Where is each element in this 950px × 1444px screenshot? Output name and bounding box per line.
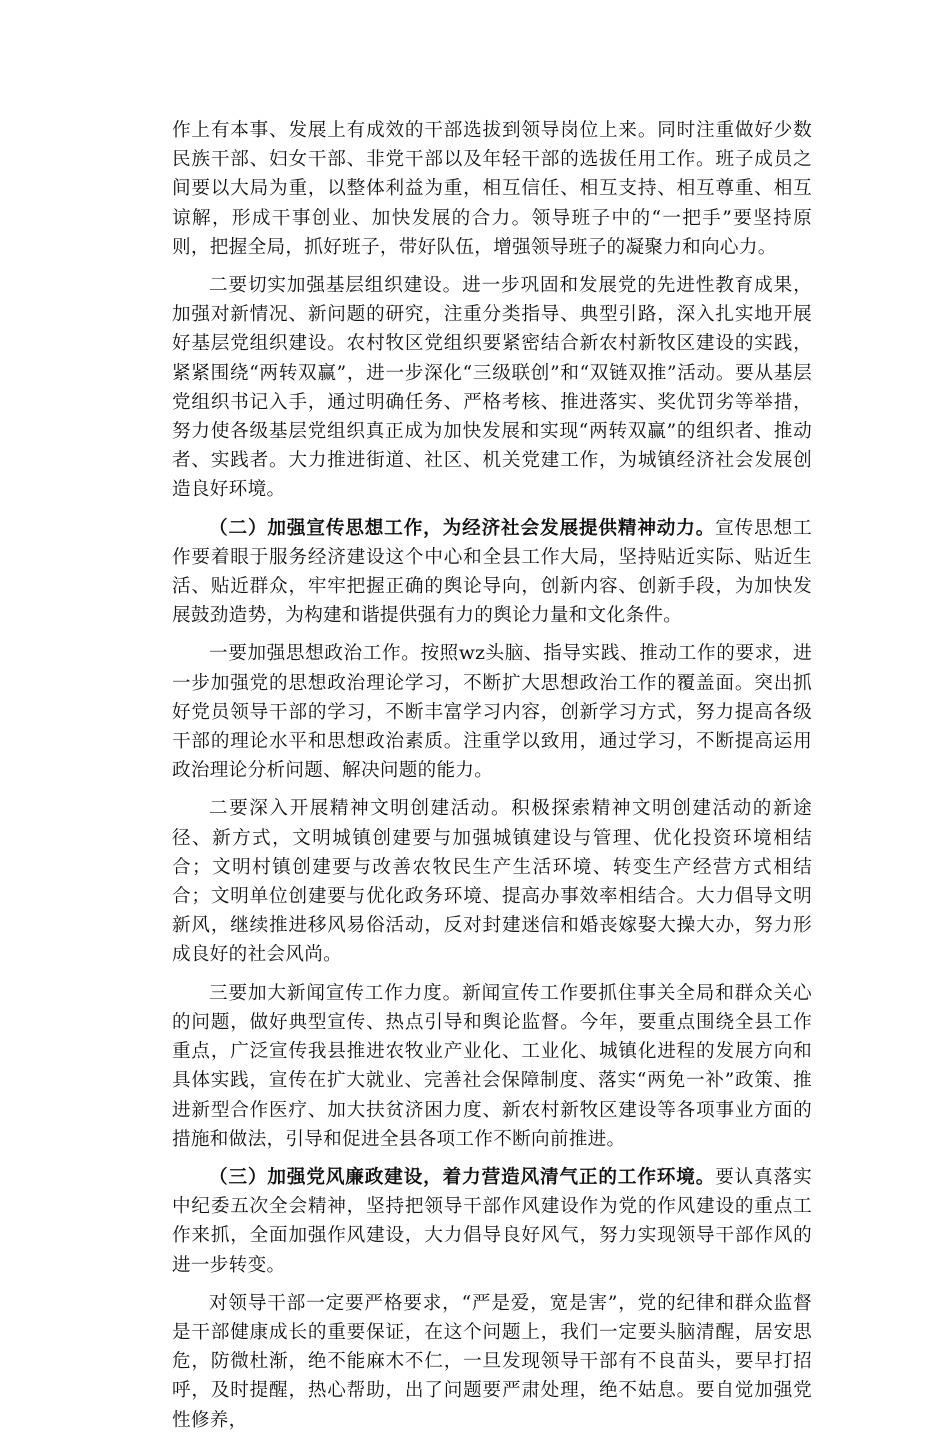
paragraph-ideological-work: 一要加强思想政治工作。按照wz头脑、指导实践、推动工作的要求，进一步加强党的思想政治理论学习，不断扩大思想政治工作的覆盖面。突出抓好党员领导干部的学习，不断丰富学习内容，创新学习方式，努力提高各级干部的理论水平和思想政治素质。注重学以致用，通过学习，不断提高运用政治理论分析问题、解决问题的能力。: [172, 643, 812, 782]
paragraph-strict-requirements: 对领导干部一定要严格要求，“严是爱，宽是害”，党的纪律和群众监督是干部健康成长的重要保证，在这个问题上，我们一定要头脑清醒，居安思危，防微杜渐，绝不能麻木不仁，一旦发现领导干部有不良苗头，要早打招呼，及时提醒，热心帮助，出了问题要严肃处理，绝不姑息。要自觉加强党性修养，: [172, 1292, 812, 1431]
paragraph-spiritual-civilization: 二要深入开展精神文明创建活动。积极探索精神文明创建活动的新途径、新方式，文明城镇创建要与加强城镇建设与管理、优化投资环境相结合；文明村镇创建要与改善农牧民生产生活环境、转变生产经营方式相结合；文明单位创建要与优化政务环境、提高办事效率相结合。大力倡导文明新风，继续推进移风易俗活动，反对封建迷信和婚丧嫁娶大操大办，努力形成良好的社会风尚。: [172, 798, 812, 966]
section-heading-propaganda: （二）加强宣传思想工作，为经济社会发展提供精神动力。: [209, 517, 716, 539]
section-body-integrity: 要认真落实中纪委五次全会精神，坚持把领导干部作风建设作为党的作风建设的重点工作来抓，全面加强作风建设，大力倡导良好风气，努力实现领导干部作风的进一步转变。: [172, 1166, 812, 1276]
paragraph-integrity-section: [172, 1163, 812, 1280]
paragraph-grassroots-organization: 二要切实加强基层组织建设。进一步巩固和发展党的先进性教育成果，加强对新情况、新问题的研究，注重分类指导、典型引路，深入扎实地开展好基层党组织建设。农村牧区党组织要紧密结合新农村新牧区建设的实践，紧紧围绕“两转双赢”，进一步深化“三级联创”和“双链双推”活动。要从基层党组织书记入手，通过明确任务、严格考核、推进落实、奖优罚劣等举措，努力使各级基层党组织真正成为加快发展和实现“两转双赢”的组织者、推动者、实践者。大力推进街道、社区、机关党建工作，为城镇经济社会发展创造良好环境。: [172, 275, 812, 501]
paragraph-propaganda-section: [172, 514, 812, 631]
paragraph-news-propaganda: 三要加大新闻宣传工作力度。新闻宣传工作要抓住事关全局和群众关心的问题，做好典型宣传、热点引导和舆论监督。今年，要重点围绕全县工作重点，广泛宣传我县推进农牧业产业化、工业化、城镇化进程的发展方向和具体实践，宣传在扩大就业、完善社会保障制度、落实“两免一补”政策、推进新型合作医疗、加大扶贫济困力度、新农村新牧区建设等各项事业方面的措施和做法，引导和促进全县各项工作不断向前推进。: [172, 982, 812, 1150]
paragraph-continuation: 作上有本事、发展上有成效的干部选拔到领导岗位上来。同时注重做好少数民族干部、妇女干部、非党干部以及年轻干部的选拔任用工作。班子成员之间要以大局为重，以整体利益为重，相互信任、相互支持、相互尊重、相互谅解，形成干事创业、加快发展的合力。领导班子中的“一把手”要坚持原则，把握全局，抓好班子，带好队伍，增强领导班子的凝聚力和向心力。: [172, 120, 812, 258]
section-body-propaganda: 宣传思想工作要着眼于服务经济建设这个中心和全县工作大局，坚持贴近实际、贴近生活、贴近群众，牢牢把握正确的舆论导向，创新内容、创新手段，为加快发展鼓劲造势，为构建和谐提供强有力的舆论力量和文化条件。: [172, 517, 812, 627]
document-page: [172, 116, 812, 1444]
section-heading-integrity: （三）加强党风廉政建设，着力营造风清气正的工作环境。: [209, 1166, 716, 1188]
